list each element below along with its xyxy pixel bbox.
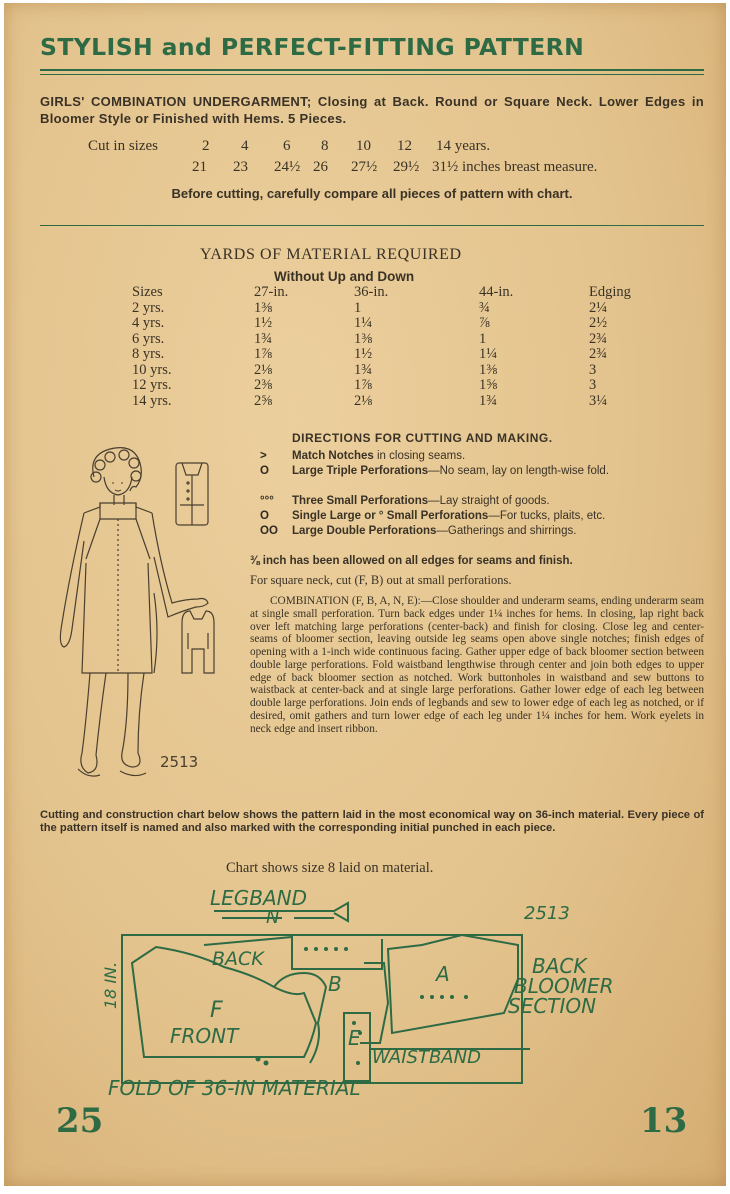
table-cell: 1 <box>354 299 362 316</box>
table-cell: 1⅜ <box>354 330 373 347</box>
table-cell: 4 yrs. <box>132 315 165 332</box>
direction-term: Match Notches <box>292 450 374 462</box>
breast-size: 21 <box>192 159 207 175</box>
column-header: 27-in. <box>254 284 289 301</box>
notch-symbol-icon: > <box>260 450 267 462</box>
table-cell: 1½ <box>354 346 373 363</box>
table-row <box>132 332 659 348</box>
breast-size: 29½ <box>393 159 420 175</box>
table-row <box>132 394 659 410</box>
list-item <box>260 449 700 464</box>
breast-size: 26 <box>313 159 328 175</box>
small-perforation-icon: °°° <box>260 495 274 507</box>
caution-note: Before cutting, carefully compare all pieces of pattern with chart. <box>171 186 573 201</box>
table-cell: 14 yrs. <box>132 392 172 409</box>
page-number-right: 13 <box>640 1101 688 1141</box>
breast-size: 24½ <box>274 159 301 175</box>
list-item <box>260 509 700 524</box>
table-cell: 2⅜ <box>254 377 273 394</box>
front-label: FRONT <box>170 1024 239 1048</box>
list-item <box>260 524 700 539</box>
table-row <box>132 378 659 394</box>
directions-list <box>260 449 700 539</box>
table-cell: 1¾ <box>479 392 498 409</box>
table-cell: 1 <box>479 330 487 347</box>
age-size: 12 <box>397 138 412 154</box>
triple-perforation-icon: O <box>260 465 269 477</box>
table-cell: 1¼ <box>479 346 498 363</box>
direction-text: —Gatherings and shirrings. <box>436 525 577 537</box>
table-cell: 12 yrs. <box>132 377 172 394</box>
direction-text: —For tucks, plaits, etc. <box>488 510 606 522</box>
bloomer-label-line2: BLOOMER <box>514 974 614 998</box>
age-size: 10 <box>356 138 371 154</box>
age-size: 2 <box>202 138 210 154</box>
cutting-layout-chart <box>4 873 726 1103</box>
pattern-sheet <box>4 3 726 1186</box>
hair-outline <box>93 448 142 491</box>
table-cell: 2½ <box>589 315 608 332</box>
table-cell: 2⅝ <box>254 392 273 409</box>
bloomer-label-line3: SECTION <box>508 994 597 1018</box>
table-cell: 1⅜ <box>479 361 498 378</box>
table-cell: 1½ <box>254 315 273 332</box>
table-cell: 1⅜ <box>254 299 273 316</box>
material-width-label: 18 IN. <box>101 961 120 1009</box>
illustration-pattern-number: 2513 <box>160 753 199 771</box>
table-cell: 1¾ <box>254 330 273 347</box>
table-cell: 2¾ <box>589 346 608 363</box>
yardage-subtitle: Without Up and Down <box>274 269 415 284</box>
table-cell: 6 yrs. <box>132 330 165 347</box>
column-header: 44-in. <box>479 284 514 301</box>
back-label: BACK <box>212 948 264 970</box>
table-cell: 2⅛ <box>354 392 373 409</box>
age-size: 14 years. <box>436 138 491 154</box>
table-cell: ¾ <box>479 299 490 316</box>
table-cell: 3 <box>589 361 597 378</box>
table-cell: 1⅞ <box>354 377 373 394</box>
table-cell: ⅞ <box>479 315 490 332</box>
table-cell: 3¼ <box>589 392 608 409</box>
table-cell: 2¼ <box>589 299 608 316</box>
table-row <box>132 363 659 379</box>
list-item <box>260 494 700 509</box>
column-header: Sizes <box>132 284 163 301</box>
age-size: 4 <box>241 138 249 154</box>
table-header-row <box>132 285 659 301</box>
list-item <box>260 464 700 494</box>
waistband-label: WAISTBAND <box>372 1047 481 1068</box>
table-cell: 1⅝ <box>479 377 498 394</box>
section-divider <box>40 225 704 226</box>
fold-label: FOLD OF 36-IN MATERIAL <box>108 1076 361 1100</box>
table-cell: 1¼ <box>354 315 373 332</box>
directions-heading: DIRECTIONS FOR CUTTING AND MAKING. <box>292 431 553 445</box>
chart-pattern-number: 2513 <box>524 903 570 924</box>
chart-explanation: Cutting and construction chart below shows the pattern laid in the most economical way on 36-inch material. Every piece of the pattern itself is named and also marked with the corresponding initial punched in each piece. <box>40 809 704 834</box>
column-header: 36-in. <box>354 284 389 301</box>
direction-term: Single Large or ° Small Perforations <box>292 510 489 522</box>
direction-term: Large Double Perforations <box>292 525 437 537</box>
table-row <box>132 316 659 332</box>
front-initial: F <box>210 998 223 1023</box>
table-row <box>132 347 659 363</box>
breast-size: 23 <box>233 159 248 175</box>
page-number-left: 25 <box>56 1101 104 1141</box>
page-title: STYLISH and PERFECT-FITTING PATTERN <box>40 33 585 61</box>
table-cell: 1⅞ <box>254 346 273 363</box>
yardage-title: YARDS OF MATERIAL REQUIRED <box>200 246 462 263</box>
breast-size: 27½ <box>351 159 378 175</box>
age-size: 8 <box>321 138 329 154</box>
legband-label: LEGBAND <box>210 886 308 910</box>
double-perforation-icon: OO <box>260 525 278 537</box>
waistband-initial: E <box>348 1026 361 1050</box>
cut-sizes-label: Cut in sizes <box>88 138 158 154</box>
table-cell: 8 yrs. <box>132 346 165 363</box>
breast-size: 31½ inches breast measure. <box>432 159 598 175</box>
square-neck-note: For square neck, cut (F, B) out at small perforations. <box>250 573 512 587</box>
garment-illustration <box>48 443 248 788</box>
table-cell: 10 yrs. <box>132 361 172 378</box>
table-cell: 3 <box>589 377 597 394</box>
combination-instructions: COMBINATION (F, B, A, N, E):—Close shoulder and underarm seams, ending underarm seam at single small perforation. Turn back edges under 1¼ inches for hems. In closing, lap right back over left matching large perforations (center-back) and finish for closing. Close leg and center-seams of bloomer section, leaving outside leg seams open above single notches; finish edges of opening with a 1-inch wide continuous facing. Gather upper edge of back bloomer section between double large perforations. Fold waistband lengthwise through center and join both edges to upper edge of back bloomer section as notched. Work buttonholes in waistband and sew buttons to waistback at center-back and at single large perforations. Gather lower edge of each leg between double large perforations. Join ends of legbands and sew to lower edge of each leg as notched, or if desired, omit gathers and turn lower edge of each leg under 1¼ inches for hem. Work eyelets in neck edge and insert ribbon. <box>250 595 704 735</box>
table-cell: 2¾ <box>589 330 608 347</box>
bloomer-initial: A <box>436 962 450 986</box>
column-header: Edging <box>589 284 631 301</box>
direction-text: —No seam, lay on length-wise fold. <box>428 465 610 477</box>
single-perforation-icon: O <box>260 510 269 522</box>
title-rule-thin <box>40 74 704 75</box>
bloomer-label-line1: BACK <box>532 954 587 978</box>
direction-text: —Lay straight of goods. <box>428 495 550 507</box>
direction-text: in closing seams. <box>373 450 466 462</box>
age-size: 6 <box>283 138 291 154</box>
table-row <box>132 301 659 317</box>
title-rule <box>40 69 704 71</box>
direction-term: Large Triple Perforations <box>292 465 429 477</box>
back-initial: B <box>328 972 342 996</box>
table-cell: 1¾ <box>354 361 373 378</box>
table-cell: 2 yrs. <box>132 299 165 316</box>
table-cell: 2⅛ <box>254 361 273 378</box>
direction-term: Three Small Perforations <box>292 495 429 507</box>
back-bloomer-piece <box>388 935 518 1033</box>
seam-allowance-note: ⅜ inch has been allowed on all edges for seams and finish. <box>250 555 573 567</box>
yardage-table <box>132 285 659 409</box>
legband-initial: N <box>266 907 280 928</box>
chart-caption: Chart shows size 8 laid on material. <box>226 860 434 876</box>
garment-description: GIRLS' COMBINATION UNDERGARMENT; Closing at Back. Round or Square Neck. Lower Edges in Bloomer Style or Finished with Hems. 5 Pieces. <box>40 94 704 126</box>
